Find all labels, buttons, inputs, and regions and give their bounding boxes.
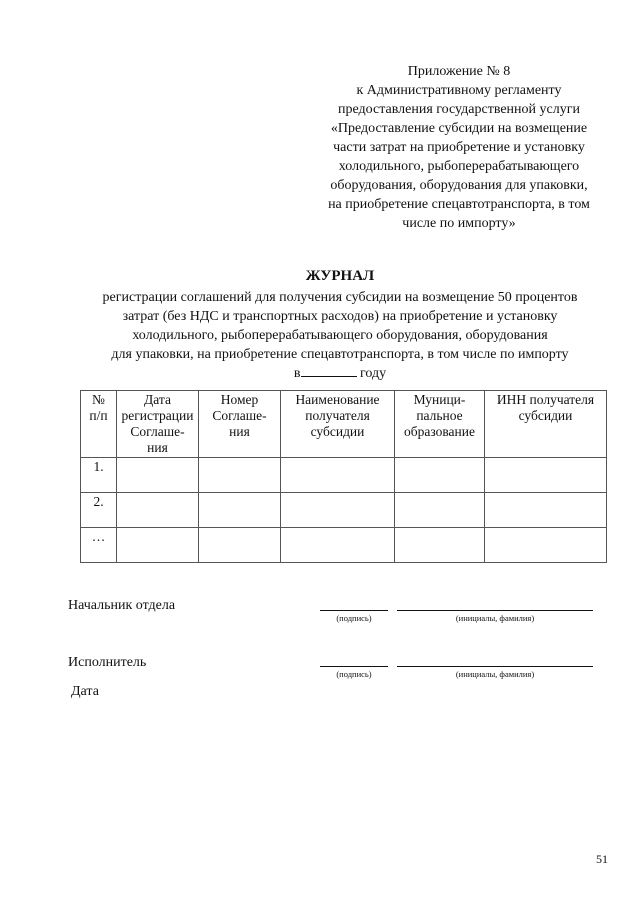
- table-cell: [117, 493, 199, 528]
- year-suffix: году: [360, 366, 387, 381]
- header-inn: ИНН получателя субсидии: [485, 391, 607, 458]
- table-cell: [485, 493, 607, 528]
- header-registration-date: Дата регистрации Соглаше- ния: [117, 391, 199, 458]
- header-agreement-number: Номер Соглаше- ния: [199, 391, 281, 458]
- date-label: Дата: [71, 684, 99, 699]
- year-prefix: в: [293, 366, 301, 381]
- journal-year-line: [50, 364, 630, 383]
- appendix-line: на приобретение спецавтотранспорта, в том: [328, 197, 590, 212]
- appendix-line: части затрат на приобретение и установку: [333, 140, 585, 155]
- table-cell: [281, 528, 395, 563]
- header-recipient-name: Наименование получателя субсидии: [281, 391, 395, 458]
- table-cell: [485, 458, 607, 493]
- journal-subtitle-line: затрат (без НДС и транспортных расходов) на приобретение и установку: [122, 309, 558, 324]
- table-cell: [117, 458, 199, 493]
- registration-table: [80, 390, 607, 563]
- executor-sign-line: [320, 666, 388, 667]
- table-cell: [281, 458, 395, 493]
- executor-sign-caption: (подпись): [336, 669, 372, 679]
- table-cell: [117, 528, 199, 563]
- head-label: Начальник отдела: [68, 598, 176, 613]
- appendix-block: [318, 62, 600, 233]
- appendix-line: холодильного, рыбоперерабатывающего: [338, 159, 580, 174]
- journal-subtitle-line: регистрации соглашений для получения субсидии на возмещение 50 процентов: [102, 290, 578, 305]
- head-sign-caption: (подпись): [336, 613, 372, 623]
- appendix-line: предоставления государственной услуги: [338, 102, 580, 117]
- table-row: [81, 458, 607, 493]
- table-cell: [395, 493, 485, 528]
- table-cell: 2.: [81, 493, 117, 528]
- table-row: [81, 528, 607, 563]
- executor-name-line: [397, 666, 593, 667]
- appendix-line: «Предоставление субсидии на возмещение: [330, 121, 588, 136]
- executor-label: Исполнитель: [68, 655, 147, 670]
- table-cell: [395, 528, 485, 563]
- appendix-line: Приложение № 8: [407, 64, 511, 79]
- table-row: [81, 493, 607, 528]
- journal-subtitle-line: для упаковки, на приобретение спецавтотранспорта, в том числе по импорту: [111, 347, 569, 362]
- journal-subtitle: [50, 288, 630, 383]
- table-cell: …: [81, 528, 117, 563]
- table-cell: [485, 528, 607, 563]
- header-municipality: Муници- пальное образование: [395, 391, 485, 458]
- table-cell: [199, 458, 281, 493]
- year-blank: [301, 364, 357, 377]
- executor-name-caption: (инициалы, фамилия): [455, 669, 535, 679]
- page-number: 51: [596, 852, 608, 866]
- appendix-line: к Административному регламенту: [356, 83, 562, 98]
- table-cell: [199, 528, 281, 563]
- head-sign-line: [320, 610, 388, 611]
- head-name-line: [397, 610, 593, 611]
- table-cell: [395, 458, 485, 493]
- header-number: № п/п: [81, 391, 117, 458]
- table-cell: [199, 493, 281, 528]
- appendix-line: числе по импорту»: [402, 216, 516, 231]
- head-name-caption: (инициалы, фамилия): [455, 613, 535, 623]
- journal-subtitle-line: холодильного, рыбоперерабатывающего оборудования, оборудования: [132, 328, 548, 343]
- journal-title: ЖУРНАЛ: [305, 268, 375, 284]
- table-cell: 1.: [81, 458, 117, 493]
- table-cell: [281, 493, 395, 528]
- appendix-line: оборудования, оборудования для упаковки,: [330, 178, 588, 193]
- table-header-row: [81, 391, 607, 458]
